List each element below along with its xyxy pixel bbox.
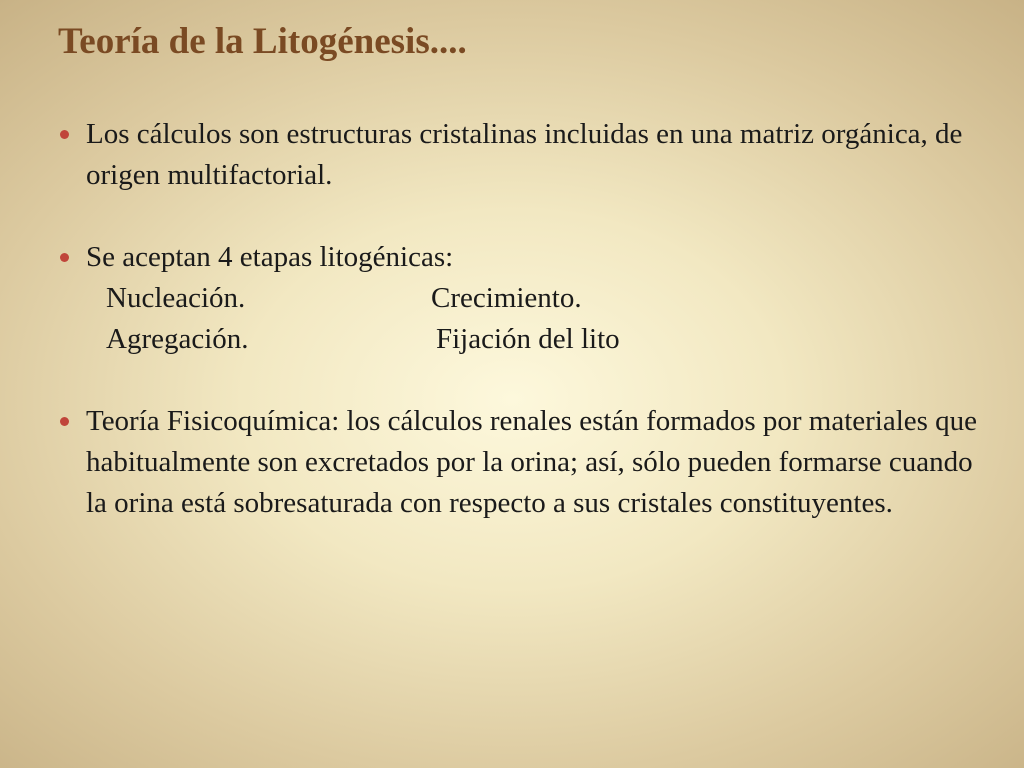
bullet-text: Se aceptan 4 etapas litogénicas:	[86, 241, 454, 273]
slide-content	[58, 114, 978, 524]
bullet-text: Teoría Fisicoquímica: los cálculos renales están formados por materiales que habitualmente son excretados por la orina; así, sólo pueden formarse cuando la orina está sobresaturada con respecto a sus cristales constituyentes.	[86, 405, 978, 519]
stage-row	[58, 319, 978, 360]
stage-growth: Crecimiento.	[431, 282, 582, 314]
bullet-item	[58, 401, 978, 524]
slide-title: Teoría de la Litogénesis....	[58, 21, 467, 62]
bullet-dot-icon	[60, 253, 69, 262]
stage-row	[58, 278, 978, 319]
bullet-dot-icon	[60, 417, 69, 426]
bullet-text: Los cálculos son estructuras cristalinas incluidas en una matriz orgánica, de origen multifactorial.	[86, 118, 963, 191]
stage-aggregation: Agregación.	[106, 323, 249, 355]
bullet-item	[58, 114, 978, 196]
stage-nucleation: Nucleación.	[106, 282, 246, 314]
stage-fixation: Fijación del lito	[436, 323, 620, 355]
bullet-item	[58, 237, 978, 278]
bullet-dot-icon	[60, 130, 69, 139]
